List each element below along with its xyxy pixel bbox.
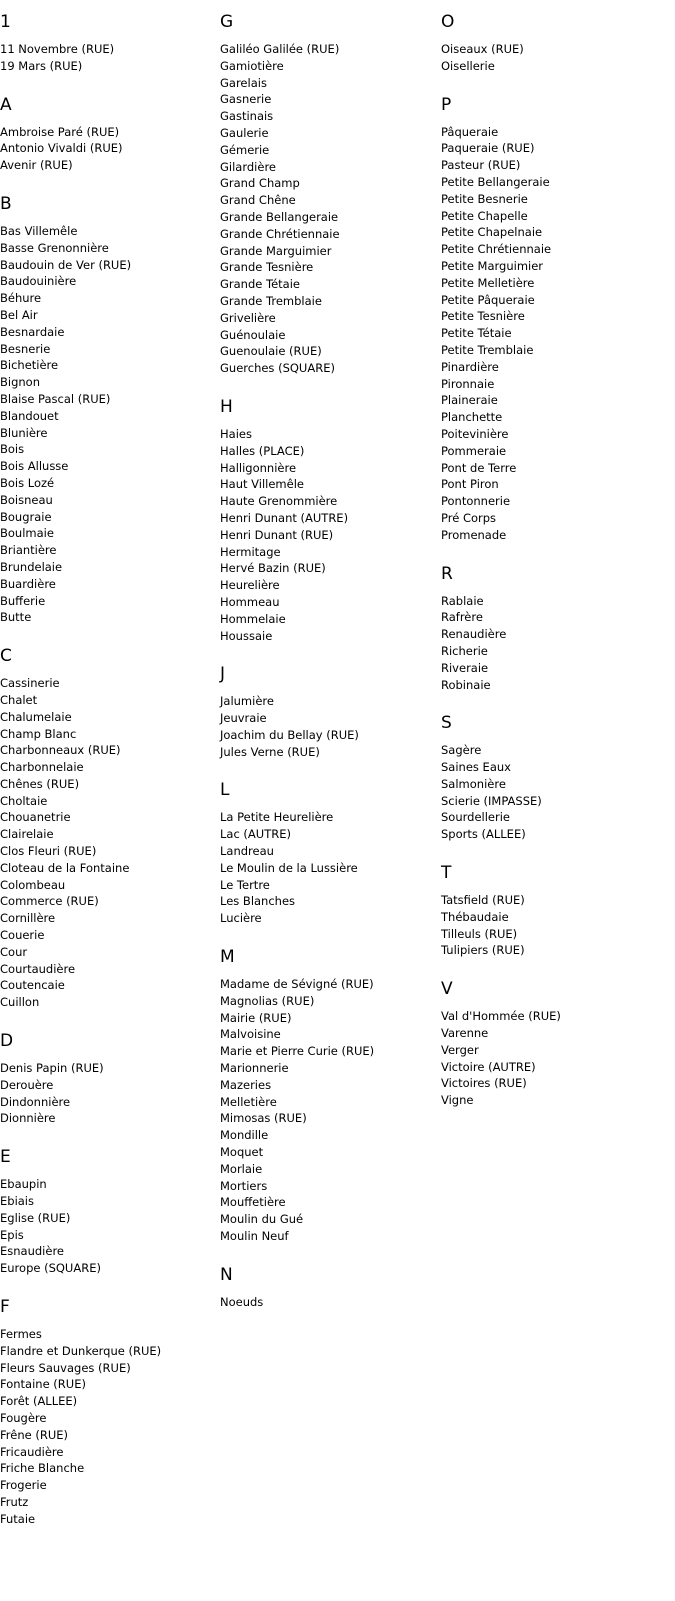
section-letter-heading: T	[441, 863, 452, 884]
section-letter-heading: G	[220, 12, 234, 32]
street-item[interactable]: Moulin du Gué	[220, 1212, 304, 1227]
street-item[interactable]: Petite Besnerie	[441, 191, 528, 206]
street-item[interactable]: Morlaie	[220, 1161, 263, 1176]
street-index-column-1	[0, 12, 161, 1528]
street-item[interactable]: Petite Pâqueraie	[441, 292, 535, 307]
street-item[interactable]: Petite Chapelle	[441, 208, 528, 223]
street-item[interactable]: Victoire (AUTRE)	[441, 1059, 536, 1074]
street-item[interactable]: Gasnerie	[220, 92, 272, 107]
street-list	[441, 593, 561, 694]
street-item[interactable]: Cassinerie	[0, 676, 60, 691]
street-item[interactable]: 11 Novembre (RUE)	[0, 42, 115, 56]
street-item[interactable]: Avenir (RUE)	[0, 158, 73, 173]
street-index-column-2	[220, 12, 374, 1311]
street-item[interactable]: Richerie	[441, 643, 488, 658]
street-list	[0, 1060, 161, 1127]
street-list	[220, 1294, 374, 1311]
street-item[interactable]: Champ Blanc	[0, 726, 77, 741]
street-item[interactable]: Ebaupin	[0, 1177, 47, 1192]
street-item[interactable]: Oisellerie	[441, 58, 495, 73]
street-item[interactable]: Charbonneaux (RUE)	[0, 743, 121, 758]
street-list	[220, 41, 374, 377]
street-item[interactable]: Grande Tétaie	[220, 277, 300, 292]
street-item[interactable]: Antonio Vivaldi (RUE)	[0, 141, 123, 156]
street-item[interactable]: Flandre et Dunkerque (RUE)	[0, 1343, 162, 1358]
street-item[interactable]: Forêt (ALLEE)	[0, 1394, 78, 1409]
street-item[interactable]: Grande Tesnière	[220, 260, 314, 275]
street-item[interactable]: Bichetière	[0, 358, 59, 373]
street-list	[0, 124, 161, 174]
letter-section	[220, 1265, 374, 1311]
street-item[interactable]: Frêne (RUE)	[0, 1427, 68, 1442]
street-item[interactable]: Joachim du Bellay (RUE)	[220, 727, 359, 742]
section-letter-heading: 1	[0, 12, 11, 32]
street-item[interactable]: Marie et Pierre Curie (RUE)	[220, 1044, 375, 1059]
street-item[interactable]: Cour	[0, 944, 28, 959]
street-list	[220, 976, 374, 1245]
street-item[interactable]: Pontonnerie	[441, 494, 511, 509]
street-item[interactable]: Mairie (RUE)	[220, 1010, 292, 1025]
section-letter-heading: V	[441, 979, 453, 1000]
street-item[interactable]: Baudouinière	[0, 274, 77, 289]
street-item[interactable]: Lac (AUTRE)	[220, 827, 291, 842]
street-item[interactable]: Choltaie	[0, 793, 48, 808]
section-letter-heading: S	[441, 713, 452, 734]
street-item[interactable]: Hommeau	[220, 594, 280, 609]
street-list	[441, 41, 561, 75]
street-item[interactable]: Fontaine (RUE)	[0, 1377, 86, 1392]
street-item[interactable]: Béhure	[0, 291, 42, 306]
street-item[interactable]: Petite Tétaie	[441, 326, 512, 341]
street-item[interactable]: Charbonnelaie	[0, 760, 84, 775]
street-item[interactable]: Fricaudière	[0, 1444, 64, 1459]
street-item[interactable]: Sagère	[441, 743, 482, 758]
street-item[interactable]: Fougère	[0, 1411, 47, 1425]
street-item[interactable]: Pré Corps	[441, 510, 497, 525]
street-item[interactable]: Promenade	[441, 527, 507, 542]
street-item[interactable]: Poitevinière	[441, 426, 509, 441]
street-list	[441, 892, 561, 959]
street-item[interactable]: Mondille	[220, 1128, 269, 1143]
street-item[interactable]: Marionnerie	[220, 1061, 289, 1076]
street-item[interactable]: Briantière	[0, 543, 57, 558]
letter-section	[0, 95, 161, 174]
street-item[interactable]: Pinardière	[441, 359, 499, 374]
street-item[interactable]: Bougraie	[0, 509, 52, 524]
street-item[interactable]: Le Moulin de la Lussière	[220, 860, 358, 875]
letter-section	[220, 397, 374, 644]
street-item[interactable]: Fermes	[0, 1327, 42, 1342]
street-item[interactable]: Riveraie	[441, 660, 489, 675]
street-item[interactable]: Clairelaie	[0, 827, 54, 842]
street-list	[0, 41, 161, 75]
street-item[interactable]: Moulin Neuf	[220, 1229, 289, 1244]
street-item[interactable]: Coutencaie	[0, 978, 65, 993]
street-item[interactable]: Lucière	[220, 911, 262, 926]
street-item[interactable]: Pont Piron	[441, 477, 499, 492]
street-item[interactable]: Chênes (RUE)	[0, 776, 80, 791]
street-item[interactable]: Grande Marguimier	[220, 243, 332, 258]
street-item[interactable]: Bas Villemêle	[0, 223, 78, 238]
street-item[interactable]: Houssaie	[220, 628, 273, 643]
street-item[interactable]: Chouanetrie	[0, 810, 71, 825]
street-list	[441, 1008, 561, 1109]
letter-section	[0, 194, 161, 626]
street-item[interactable]: Mortiers	[220, 1178, 268, 1193]
street-item[interactable]: Gilardière	[220, 159, 276, 174]
letter-section	[0, 1147, 161, 1277]
street-item[interactable]: Pont de Terre	[441, 460, 517, 475]
street-item[interactable]: Guerches (SQUARE)	[220, 361, 335, 376]
street-item[interactable]: Frutz	[0, 1494, 29, 1509]
street-item[interactable]: Ebiais	[0, 1194, 34, 1209]
street-item[interactable]: Chalumelaie	[0, 709, 72, 724]
street-item[interactable]: Halligonnière	[220, 460, 297, 475]
street-item[interactable]: Boulmaie	[0, 526, 54, 541]
street-item[interactable]: Grand Chêne	[220, 193, 296, 208]
section-letter-heading: R	[441, 563, 453, 584]
street-item[interactable]: Varenne	[441, 1026, 489, 1041]
street-item[interactable]: Magnolias (RUE)	[220, 993, 315, 1008]
street-item[interactable]: Derouère	[0, 1077, 54, 1092]
street-item[interactable]: Jalumière	[220, 694, 274, 709]
street-item[interactable]: Landreau	[220, 844, 274, 859]
section-letter-heading: B	[0, 193, 12, 214]
street-item[interactable]: Paqueraie (RUE)	[441, 141, 535, 156]
street-item[interactable]: Petite Marguimier	[441, 258, 544, 273]
street-item[interactable]: Gémerie	[220, 142, 270, 157]
street-item[interactable]: Baudouin de Ver (RUE)	[0, 257, 132, 272]
street-item[interactable]: Brundelaie	[0, 559, 63, 574]
street-list	[220, 426, 374, 644]
street-item[interactable]: Dindonnière	[0, 1094, 71, 1109]
street-item[interactable]: Cornillère	[0, 911, 56, 926]
street-item[interactable]: Commerce (RUE)	[0, 894, 99, 909]
street-item[interactable]: Guénoulaie	[220, 327, 286, 342]
letter-section	[220, 947, 374, 1245]
street-item[interactable]: Dionnière	[0, 1111, 56, 1126]
street-item[interactable]: Grande Bellangeraie	[220, 209, 339, 224]
street-item[interactable]: Gastinais	[220, 109, 274, 124]
street-item[interactable]: Ambroise Paré (RUE)	[0, 124, 120, 139]
section-letter-heading: N	[220, 1264, 233, 1285]
street-item[interactable]: Eglise (RUE)	[0, 1210, 71, 1225]
section-letter-heading: L	[220, 780, 230, 801]
street-item[interactable]: Pâqueraie	[441, 124, 499, 139]
letter-section	[0, 1031, 161, 1127]
street-item[interactable]: Madame de Sévigné (RUE)	[220, 977, 374, 992]
street-item[interactable]: Grande Tremblaie	[220, 293, 322, 308]
section-letter-heading: J	[220, 664, 226, 685]
street-item[interactable]: Hommelaie	[220, 611, 286, 626]
street-item[interactable]: Sports (ALLEE)	[441, 827, 526, 842]
street-item[interactable]: Oiseaux (RUE)	[441, 42, 524, 56]
letter-section	[0, 12, 161, 75]
street-item[interactable]: Melletière	[220, 1094, 277, 1109]
street-item[interactable]: Rablaie	[441, 593, 484, 608]
street-item[interactable]: Petite Tremblaie	[441, 342, 534, 357]
street-item[interactable]: Besnardaie	[0, 324, 65, 339]
street-item[interactable]: Europe (SQUARE)	[0, 1261, 101, 1276]
street-item[interactable]: Grande Chrétiennaie	[220, 226, 340, 241]
street-item[interactable]: Henri Dunant (AUTRE)	[220, 510, 349, 525]
letter-section	[441, 564, 561, 694]
street-list	[0, 675, 161, 1011]
street-item[interactable]: Verger	[441, 1042, 479, 1057]
street-item[interactable]: Guenoulaie (RUE)	[220, 344, 322, 359]
street-item[interactable]: Petite Bellangeraie	[441, 174, 550, 189]
street-item[interactable]: Halles (PLACE)	[220, 443, 305, 458]
section-letter-heading: H	[220, 396, 233, 417]
street-item[interactable]: Courtaudière	[0, 961, 76, 976]
street-item[interactable]: Pommeraie	[441, 443, 507, 458]
section-letter-heading: M	[220, 947, 235, 968]
letter-section	[220, 12, 374, 377]
street-list	[441, 124, 561, 544]
letter-section	[441, 12, 561, 75]
street-item[interactable]: Friche Blanche	[0, 1461, 85, 1476]
section-letter-heading: C	[0, 646, 12, 667]
letter-section	[0, 1297, 161, 1528]
street-item[interactable]: Saines Eaux	[441, 760, 511, 775]
street-item[interactable]: Blunière	[0, 425, 48, 440]
street-item[interactable]: Cuillon	[0, 995, 40, 1010]
street-item[interactable]: Bois	[0, 442, 25, 457]
street-item[interactable]: Couerie	[0, 928, 45, 943]
section-letter-heading: P	[441, 94, 452, 115]
street-item[interactable]: Les Blanches	[220, 894, 296, 909]
street-item[interactable]: Denis Papin (RUE)	[0, 1061, 104, 1076]
letter-section	[441, 95, 561, 544]
street-item[interactable]: Thébaudaie	[441, 909, 509, 924]
section-letter-heading: F	[0, 1297, 10, 1318]
street-item[interactable]: Cloteau de la Fontaine	[0, 860, 130, 875]
street-item[interactable]: Butte	[0, 610, 32, 625]
street-item[interactable]: Blaise Pascal (RUE)	[0, 391, 111, 406]
street-item[interactable]: 19 Mars (RUE)	[0, 58, 83, 73]
street-item[interactable]: Scierie (IMPASSE)	[441, 793, 542, 808]
street-item[interactable]: Petite Melletière	[441, 275, 535, 290]
street-item[interactable]: Val d'Hommée (RUE)	[441, 1009, 561, 1024]
street-item[interactable]: Grivelière	[220, 310, 276, 325]
street-item[interactable]: Pironnaie	[441, 376, 495, 391]
letter-section	[441, 979, 561, 1109]
letter-section	[441, 713, 561, 843]
street-item[interactable]: Gamiotière	[220, 58, 284, 73]
street-item[interactable]: Renaudière	[441, 627, 507, 642]
street-item[interactable]: Bignon	[0, 375, 40, 390]
street-item[interactable]: Robinaie	[441, 677, 491, 692]
street-item[interactable]: Haies	[220, 426, 252, 441]
street-item[interactable]: Grand Champ	[220, 176, 300, 191]
street-index-column-3	[441, 12, 561, 1109]
street-item[interactable]: Heurelière	[220, 578, 280, 593]
street-item[interactable]: Salmonière	[441, 776, 506, 791]
street-item[interactable]: Frogerie	[0, 1478, 47, 1493]
street-item[interactable]: Basse Grenonnière	[0, 240, 109, 255]
street-item[interactable]: Hervé Bazin (RUE)	[220, 561, 326, 576]
street-item[interactable]: Rafrère	[441, 610, 483, 625]
street-item[interactable]: Buardière	[0, 576, 56, 591]
street-item[interactable]: Tulipiers (RUE)	[441, 943, 525, 958]
street-item[interactable]: Mazeries	[220, 1077, 272, 1092]
street-item[interactable]: Jeuvraie	[220, 711, 267, 726]
street-item[interactable]: La Petite Heurelière	[220, 810, 334, 825]
letter-section	[220, 780, 374, 927]
section-letter-heading: A	[0, 94, 12, 115]
street-item[interactable]: Planchette	[441, 410, 503, 425]
street-item[interactable]: Haute Grenommière	[220, 494, 338, 509]
street-item[interactable]: Blandouet	[0, 408, 59, 423]
street-list	[441, 742, 561, 843]
street-item[interactable]: Bel Air	[0, 307, 38, 322]
street-item[interactable]: Mouffetière	[220, 1195, 286, 1210]
street-item[interactable]: Haut Villemêle	[220, 477, 304, 492]
street-item[interactable]: Henri Dunant (RUE)	[220, 527, 334, 542]
street-item[interactable]: Besnerie	[0, 341, 51, 356]
street-item[interactable]: Le Tertre	[220, 877, 270, 892]
street-item[interactable]: Moquet	[220, 1145, 264, 1160]
letter-section	[441, 863, 561, 959]
street-item[interactable]: Mimosas (RUE)	[220, 1111, 307, 1126]
street-item[interactable]: Epis	[0, 1227, 24, 1242]
section-letter-heading: O	[441, 12, 455, 32]
street-list	[0, 223, 161, 626]
street-list	[0, 1326, 161, 1528]
street-item[interactable]: Vigne	[441, 1093, 474, 1108]
street-item[interactable]: Garelais	[220, 75, 267, 90]
street-item[interactable]: Victoires (RUE)	[441, 1076, 527, 1091]
street-item[interactable]: Gaulerie	[220, 125, 269, 140]
street-item[interactable]: Petite Tesnière	[441, 309, 525, 324]
street-item[interactable]: Bois Allusse	[0, 459, 69, 474]
street-list	[220, 693, 374, 760]
street-item[interactable]: Bufferie	[0, 593, 46, 608]
street-item[interactable]: Futaie	[0, 1511, 36, 1526]
street-item[interactable]: Clos Fleuri (RUE)	[0, 844, 97, 859]
street-item[interactable]: Tilleuls (RUE)	[441, 926, 518, 941]
section-letter-heading: D	[0, 1031, 14, 1052]
street-item[interactable]: Colombeau	[0, 877, 66, 892]
street-item[interactable]: Plaineraie	[441, 393, 498, 408]
street-item[interactable]: Sourdellerie	[441, 810, 510, 825]
section-letter-heading: E	[0, 1147, 11, 1168]
street-item[interactable]: Boisneau	[0, 492, 53, 507]
street-item[interactable]: Bois Lozé	[0, 475, 55, 490]
street-item[interactable]: Pasteur (RUE)	[441, 158, 521, 173]
letter-section	[0, 646, 161, 1011]
street-item[interactable]: Fleurs Sauvages (RUE)	[0, 1360, 131, 1375]
street-item[interactable]: Petite Chapelnaie	[441, 225, 543, 240]
street-list	[220, 809, 374, 927]
street-item[interactable]: Jules Verne (RUE)	[220, 744, 320, 759]
street-list	[0, 1176, 161, 1277]
street-item[interactable]: Tatsfield (RUE)	[441, 893, 525, 908]
street-item[interactable]: Malvoisine	[220, 1027, 281, 1042]
street-item[interactable]: Esnaudière	[0, 1244, 65, 1259]
street-item[interactable]: Noeuds	[220, 1294, 264, 1309]
street-item[interactable]: Chalet	[0, 692, 38, 707]
street-item[interactable]: Hermitage	[220, 544, 281, 559]
street-item[interactable]: Petite Chrétiennaie	[441, 242, 552, 257]
letter-section	[220, 664, 374, 760]
street-item[interactable]: Galiléo Galilée (RUE)	[220, 42, 340, 56]
